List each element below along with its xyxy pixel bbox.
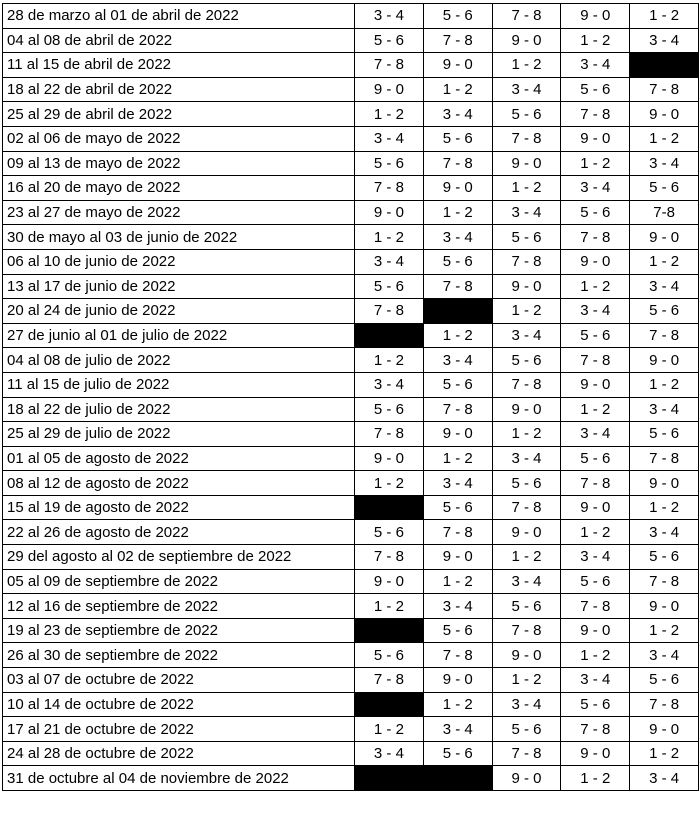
digit-pair-cell: 9 - 0 bbox=[561, 741, 630, 766]
digit-pair-cell: 7 - 8 bbox=[355, 545, 424, 570]
digit-pair-cell: 3 - 4 bbox=[355, 249, 424, 274]
date-range-cell: 12 al 16 de septiembre de 2022 bbox=[3, 594, 355, 619]
table-row bbox=[3, 618, 699, 643]
digit-pair-cell: 5 - 6 bbox=[423, 495, 492, 520]
date-range-cell: 10 al 14 de octubre de 2022 bbox=[3, 692, 355, 717]
digit-pair-cell: 5 - 6 bbox=[355, 151, 424, 176]
table-row bbox=[3, 668, 699, 693]
digit-pair-cell: 3 - 4 bbox=[561, 176, 630, 201]
digit-pair-cell: 9 - 0 bbox=[355, 200, 424, 225]
digit-pair-cell: 7 - 8 bbox=[355, 668, 424, 693]
digit-pair-cell: 3 - 4 bbox=[630, 643, 699, 668]
date-range-cell: 29 del agosto al 02 de septiembre de 2022 bbox=[3, 545, 355, 570]
digit-pair-cell: 9 - 0 bbox=[492, 151, 561, 176]
digit-pair-cell: 3 - 4 bbox=[630, 397, 699, 422]
digit-pair-cell: 1 - 2 bbox=[561, 520, 630, 545]
digit-pair-cell: 9 - 0 bbox=[561, 372, 630, 397]
date-range-cell: 19 al 23 de septiembre de 2022 bbox=[3, 618, 355, 643]
date-range-cell: 01 al 05 de agosto de 2022 bbox=[3, 446, 355, 471]
digit-pair-cell: 5 - 6 bbox=[561, 323, 630, 348]
digit-pair-cell: 1 - 2 bbox=[492, 422, 561, 447]
digit-pair-cell: 3 - 4 bbox=[630, 28, 699, 53]
digit-pair-cell: 5 - 6 bbox=[561, 692, 630, 717]
table-row bbox=[3, 397, 699, 422]
digit-pair-cell: 1 - 2 bbox=[423, 200, 492, 225]
digit-pair-cell: 3 - 4 bbox=[561, 53, 630, 78]
digit-pair-cell: 9 - 0 bbox=[355, 446, 424, 471]
digit-pair-cell: 9 - 0 bbox=[423, 668, 492, 693]
digit-pair-cell: 7 - 8 bbox=[561, 102, 630, 127]
digit-pair-cell: 5 - 6 bbox=[423, 618, 492, 643]
digit-pair-cell: 5 - 6 bbox=[492, 348, 561, 373]
date-range-cell: 06 al 10 de junio de 2022 bbox=[3, 249, 355, 274]
digit-pair-cell: 7 - 8 bbox=[492, 372, 561, 397]
table-row bbox=[3, 28, 699, 53]
date-range-cell: 02 al 06 de mayo de 2022 bbox=[3, 126, 355, 151]
digit-pair-cell: 5 - 6 bbox=[630, 545, 699, 570]
digit-pair-cell: 1 - 2 bbox=[630, 126, 699, 151]
digit-pair-cell: 1 - 2 bbox=[561, 643, 630, 668]
digit-pair-cell: 9 - 0 bbox=[423, 176, 492, 201]
digit-pair-cell: 1 - 2 bbox=[561, 151, 630, 176]
digit-pair-cell: 1 - 2 bbox=[492, 545, 561, 570]
digit-pair-cell: 3 - 4 bbox=[423, 102, 492, 127]
date-range-cell: 18 al 22 de abril de 2022 bbox=[3, 77, 355, 102]
digit-pair-cell: 7 - 8 bbox=[423, 643, 492, 668]
table-row bbox=[3, 422, 699, 447]
digit-pair-cell: 7 - 8 bbox=[630, 569, 699, 594]
digit-pair-cell: 9 - 0 bbox=[492, 643, 561, 668]
blocked-cell bbox=[355, 766, 424, 791]
digit-pair-cell: 7 - 8 bbox=[561, 471, 630, 496]
digit-pair-cell: 9 - 0 bbox=[630, 717, 699, 742]
digit-pair-cell: 3 - 4 bbox=[355, 126, 424, 151]
digit-pair-cell: 1 - 2 bbox=[630, 4, 699, 29]
digit-pair-cell: 9 - 0 bbox=[561, 4, 630, 29]
digit-pair-cell: 7 - 8 bbox=[492, 126, 561, 151]
date-range-cell: 16 al 20 de mayo de 2022 bbox=[3, 176, 355, 201]
date-range-cell: 04 al 08 de julio de 2022 bbox=[3, 348, 355, 373]
date-range-cell: 05 al 09 de septiembre de 2022 bbox=[3, 569, 355, 594]
digit-pair-cell: 5 - 6 bbox=[492, 594, 561, 619]
digit-pair-cell: 7 - 8 bbox=[630, 77, 699, 102]
digit-pair-cell: 7 - 8 bbox=[423, 274, 492, 299]
digit-pair-cell: 1 - 2 bbox=[630, 372, 699, 397]
digit-pair-cell: 1 - 2 bbox=[561, 274, 630, 299]
digit-pair-cell: 3 - 4 bbox=[561, 545, 630, 570]
table-row bbox=[3, 299, 699, 324]
digit-pair-cell: 3 - 4 bbox=[423, 348, 492, 373]
digit-pair-cell: 3 - 4 bbox=[630, 520, 699, 545]
table-row bbox=[3, 53, 699, 78]
digit-pair-cell: 7 - 8 bbox=[492, 618, 561, 643]
digit-pair-cell: 3 - 4 bbox=[492, 77, 561, 102]
digit-pair-cell: 3 - 4 bbox=[561, 299, 630, 324]
digit-pair-cell: 1 - 2 bbox=[423, 323, 492, 348]
digit-pair-cell: 5 - 6 bbox=[630, 422, 699, 447]
digit-pair-cell: 7 - 8 bbox=[630, 446, 699, 471]
digit-pair-cell: 5 - 6 bbox=[561, 77, 630, 102]
date-range-cell: 22 al 26 de agosto de 2022 bbox=[3, 520, 355, 545]
digit-pair-cell: 1 - 2 bbox=[355, 594, 424, 619]
digit-pair-cell: 3 - 4 bbox=[630, 151, 699, 176]
table-row bbox=[3, 151, 699, 176]
digit-pair-cell: 9 - 0 bbox=[561, 249, 630, 274]
table-row bbox=[3, 249, 699, 274]
digit-pair-cell: 7 - 8 bbox=[355, 53, 424, 78]
date-range-cell: 04 al 08 de abril de 2022 bbox=[3, 28, 355, 53]
digit-pair-cell: 1 - 2 bbox=[355, 471, 424, 496]
table-row bbox=[3, 446, 699, 471]
digit-pair-cell: 1 - 2 bbox=[423, 446, 492, 471]
digit-pair-cell: 3 - 4 bbox=[355, 372, 424, 397]
digit-pair-cell: 7 - 8 bbox=[561, 717, 630, 742]
digit-pair-cell: 1 - 2 bbox=[355, 717, 424, 742]
table-row bbox=[3, 348, 699, 373]
digit-pair-cell: 7 - 8 bbox=[423, 397, 492, 422]
date-range-cell: 09 al 13 de mayo de 2022 bbox=[3, 151, 355, 176]
blocked-cell bbox=[355, 618, 424, 643]
date-range-cell: 18 al 22 de julio de 2022 bbox=[3, 397, 355, 422]
digit-pair-cell: 7 - 8 bbox=[561, 594, 630, 619]
digit-pair-cell: 3 - 4 bbox=[561, 668, 630, 693]
digit-pair-cell: 3 - 4 bbox=[630, 274, 699, 299]
date-range-cell: 03 al 07 de octubre de 2022 bbox=[3, 668, 355, 693]
digit-pair-cell: 7 - 8 bbox=[355, 422, 424, 447]
table-row bbox=[3, 274, 699, 299]
blocked-cell bbox=[355, 495, 424, 520]
blocked-cell bbox=[355, 692, 424, 717]
digit-pair-cell: 7 - 8 bbox=[492, 249, 561, 274]
digit-pair-cell: 1 - 2 bbox=[423, 569, 492, 594]
digit-pair-cell: 1 - 2 bbox=[630, 249, 699, 274]
table-row bbox=[3, 471, 699, 496]
table-row bbox=[3, 594, 699, 619]
digit-pair-cell: 7 - 8 bbox=[630, 323, 699, 348]
digit-pair-cell: 5 - 6 bbox=[630, 668, 699, 693]
digit-pair-cell: 7 - 8 bbox=[492, 741, 561, 766]
digit-pair-cell: 9 - 0 bbox=[492, 520, 561, 545]
digit-pair-cell: 5 - 6 bbox=[355, 28, 424, 53]
digit-pair-cell: 5 - 6 bbox=[492, 225, 561, 250]
digit-pair-cell: 3 - 4 bbox=[492, 569, 561, 594]
digit-pair-cell: 1 - 2 bbox=[561, 766, 630, 791]
digit-pair-cell: 1 - 2 bbox=[492, 176, 561, 201]
digit-pair-cell: 7 - 8 bbox=[355, 176, 424, 201]
table-row bbox=[3, 77, 699, 102]
digit-pair-cell: 1 - 2 bbox=[630, 495, 699, 520]
digit-pair-cell: 1 - 2 bbox=[561, 397, 630, 422]
digit-pair-cell: 5 - 6 bbox=[630, 299, 699, 324]
table-row bbox=[3, 692, 699, 717]
digit-pair-cell: 9 - 0 bbox=[492, 766, 561, 791]
digit-pair-cell: 9 - 0 bbox=[630, 471, 699, 496]
digit-pair-cell: 9 - 0 bbox=[630, 102, 699, 127]
digit-pair-cell: 7-8 bbox=[630, 200, 699, 225]
digit-pair-cell: 3 - 4 bbox=[492, 200, 561, 225]
digit-pair-cell: 5 - 6 bbox=[423, 372, 492, 397]
digit-pair-cell: 3 - 4 bbox=[492, 692, 561, 717]
digit-pair-cell: 1 - 2 bbox=[355, 348, 424, 373]
table-row bbox=[3, 176, 699, 201]
digit-pair-cell: 3 - 4 bbox=[423, 594, 492, 619]
date-range-cell: 11 al 15 de abril de 2022 bbox=[3, 53, 355, 78]
digit-pair-cell: 5 - 6 bbox=[561, 446, 630, 471]
digit-pair-cell: 3 - 4 bbox=[630, 766, 699, 791]
date-range-cell: 30 de mayo al 03 de junio de 2022 bbox=[3, 225, 355, 250]
date-range-cell: 25 al 29 de julio de 2022 bbox=[3, 422, 355, 447]
digit-pair-cell: 9 - 0 bbox=[561, 126, 630, 151]
table-row bbox=[3, 102, 699, 127]
digit-pair-cell: 1 - 2 bbox=[492, 53, 561, 78]
digit-pair-cell: 9 - 0 bbox=[355, 77, 424, 102]
digit-pair-cell: 9 - 0 bbox=[630, 594, 699, 619]
date-range-cell: 08 al 12 de agosto de 2022 bbox=[3, 471, 355, 496]
digit-pair-cell: 5 - 6 bbox=[355, 643, 424, 668]
digit-pair-cell: 5 - 6 bbox=[355, 520, 424, 545]
digit-pair-cell: 1 - 2 bbox=[630, 741, 699, 766]
schedule-body bbox=[3, 4, 699, 791]
digit-pair-cell: 9 - 0 bbox=[423, 545, 492, 570]
digit-pair-cell: 5 - 6 bbox=[355, 274, 424, 299]
blocked-cell bbox=[423, 299, 492, 324]
table-row bbox=[3, 200, 699, 225]
digit-pair-cell: 5 - 6 bbox=[561, 200, 630, 225]
digit-pair-cell: 5 - 6 bbox=[492, 102, 561, 127]
digit-pair-cell: 9 - 0 bbox=[423, 422, 492, 447]
digit-pair-cell: 3 - 4 bbox=[355, 4, 424, 29]
digit-pair-cell: 3 - 4 bbox=[423, 471, 492, 496]
digit-pair-cell: 7 - 8 bbox=[492, 4, 561, 29]
digit-pair-cell: 1 - 2 bbox=[423, 692, 492, 717]
date-range-cell: 27 de junio al 01 de julio de 2022 bbox=[3, 323, 355, 348]
digit-pair-cell: 3 - 4 bbox=[561, 422, 630, 447]
blocked-cell bbox=[355, 323, 424, 348]
digit-pair-cell: 5 - 6 bbox=[355, 397, 424, 422]
digit-pair-cell: 5 - 6 bbox=[561, 569, 630, 594]
digit-pair-cell: 9 - 0 bbox=[355, 569, 424, 594]
digit-pair-cell: 7 - 8 bbox=[423, 520, 492, 545]
digit-pair-cell: 7 - 8 bbox=[423, 28, 492, 53]
digit-pair-cell: 7 - 8 bbox=[561, 225, 630, 250]
date-range-cell: 17 al 21 de octubre de 2022 bbox=[3, 717, 355, 742]
schedule-table bbox=[2, 3, 699, 791]
digit-pair-cell: 9 - 0 bbox=[561, 618, 630, 643]
date-range-cell: 31 de octubre al 04 de noviembre de 2022 bbox=[3, 766, 355, 791]
digit-pair-cell: 1 - 2 bbox=[630, 618, 699, 643]
table-row bbox=[3, 520, 699, 545]
digit-pair-cell: 1 - 2 bbox=[492, 299, 561, 324]
date-range-cell: 23 al 27 de mayo de 2022 bbox=[3, 200, 355, 225]
date-range-cell: 15 al 19 de agosto de 2022 bbox=[3, 495, 355, 520]
digit-pair-cell: 3 - 4 bbox=[423, 225, 492, 250]
digit-pair-cell: 3 - 4 bbox=[423, 717, 492, 742]
digit-pair-cell: 5 - 6 bbox=[492, 471, 561, 496]
digit-pair-cell: 7 - 8 bbox=[561, 348, 630, 373]
table-row bbox=[3, 717, 699, 742]
digit-pair-cell: 7 - 8 bbox=[355, 299, 424, 324]
digit-pair-cell: 9 - 0 bbox=[561, 495, 630, 520]
digit-pair-cell: 7 - 8 bbox=[630, 692, 699, 717]
digit-pair-cell: 3 - 4 bbox=[492, 446, 561, 471]
digit-pair-cell: 5 - 6 bbox=[423, 4, 492, 29]
digit-pair-cell: 9 - 0 bbox=[492, 397, 561, 422]
date-range-cell: 28 de marzo al 01 de abril de 2022 bbox=[3, 4, 355, 29]
table-row bbox=[3, 569, 699, 594]
blocked-cell bbox=[423, 766, 492, 791]
table-row bbox=[3, 225, 699, 250]
date-range-cell: 25 al 29 de abril de 2022 bbox=[3, 102, 355, 127]
digit-pair-cell: 1 - 2 bbox=[355, 102, 424, 127]
table-row bbox=[3, 766, 699, 791]
digit-pair-cell: 1 - 2 bbox=[492, 668, 561, 693]
digit-pair-cell: 5 - 6 bbox=[423, 249, 492, 274]
digit-pair-cell: 9 - 0 bbox=[492, 274, 561, 299]
digit-pair-cell: 9 - 0 bbox=[630, 348, 699, 373]
digit-pair-cell: 5 - 6 bbox=[423, 126, 492, 151]
table-row bbox=[3, 323, 699, 348]
digit-pair-cell: 7 - 8 bbox=[423, 151, 492, 176]
digit-pair-cell: 5 - 6 bbox=[492, 717, 561, 742]
table-row bbox=[3, 495, 699, 520]
date-range-cell: 11 al 15 de julio de 2022 bbox=[3, 372, 355, 397]
digit-pair-cell: 7 - 8 bbox=[492, 495, 561, 520]
digit-pair-cell: 9 - 0 bbox=[423, 53, 492, 78]
digit-pair-cell: 5 - 6 bbox=[630, 176, 699, 201]
digit-pair-cell: 1 - 2 bbox=[423, 77, 492, 102]
date-range-cell: 26 al 30 de septiembre de 2022 bbox=[3, 643, 355, 668]
blocked-cell bbox=[630, 53, 699, 78]
date-range-cell: 13 al 17 de junio de 2022 bbox=[3, 274, 355, 299]
digit-pair-cell: 9 - 0 bbox=[630, 225, 699, 250]
digit-pair-cell: 3 - 4 bbox=[355, 741, 424, 766]
table-row bbox=[3, 4, 699, 29]
table-row bbox=[3, 372, 699, 397]
table-row bbox=[3, 126, 699, 151]
digit-pair-cell: 5 - 6 bbox=[423, 741, 492, 766]
table-row bbox=[3, 545, 699, 570]
date-range-cell: 24 al 28 de octubre de 2022 bbox=[3, 741, 355, 766]
digit-pair-cell: 1 - 2 bbox=[561, 28, 630, 53]
table-row bbox=[3, 643, 699, 668]
date-range-cell: 20 al 24 de junio de 2022 bbox=[3, 299, 355, 324]
digit-pair-cell: 3 - 4 bbox=[492, 323, 561, 348]
table-row bbox=[3, 741, 699, 766]
digit-pair-cell: 1 - 2 bbox=[355, 225, 424, 250]
digit-pair-cell: 9 - 0 bbox=[492, 28, 561, 53]
